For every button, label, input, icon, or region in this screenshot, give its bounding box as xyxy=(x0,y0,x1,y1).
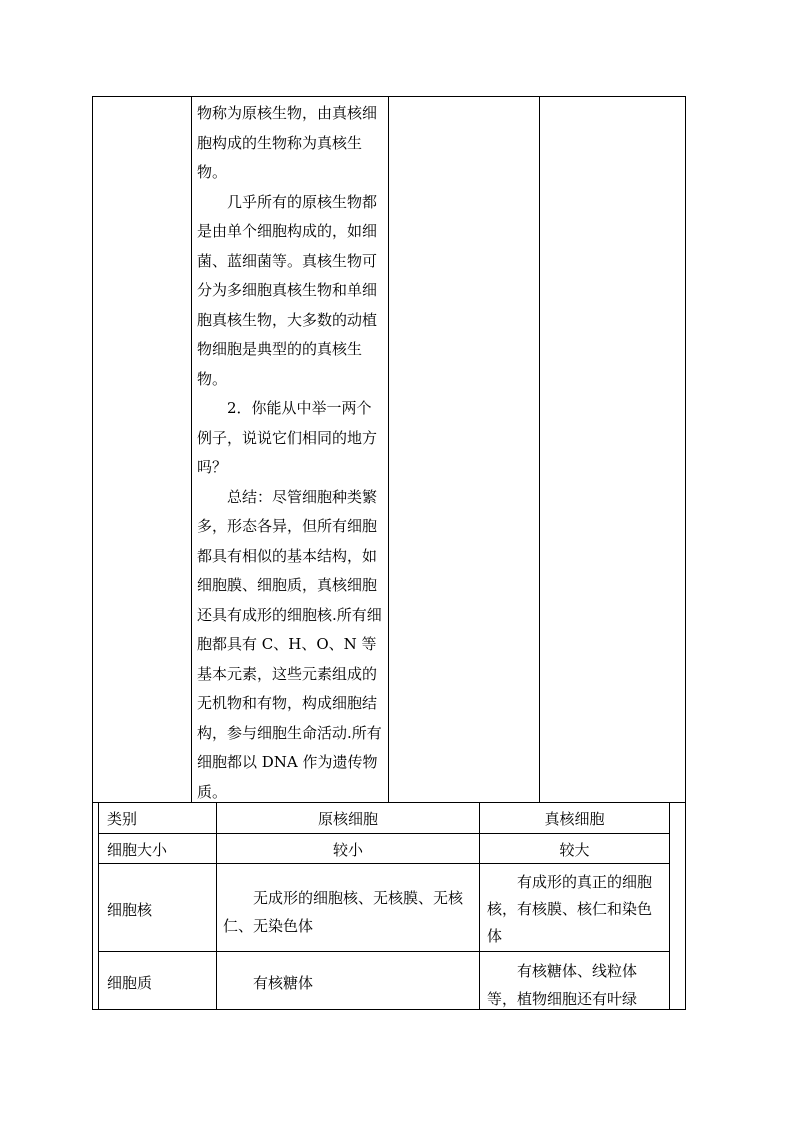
row-cytoplasm-eukaryote: 有核糖体、线粒体等，植物细胞还有叶绿 xyxy=(487,962,638,1008)
compare-table-col-divider-2 xyxy=(479,802,480,1010)
compare-table-outer-right xyxy=(685,802,686,1010)
row-size-prokaryote: 较小 xyxy=(332,841,363,859)
compare-table-outer-left xyxy=(92,802,93,1010)
row-size-eukaryote: 较大 xyxy=(559,841,590,859)
compare-table-header-bottom xyxy=(98,833,669,834)
compare-table-bottom-border xyxy=(92,1009,686,1010)
upper-table-text-cell xyxy=(197,99,383,807)
paragraph-question: 2．你能从中举一两个例子，说说它们相同的地方吗？ xyxy=(197,399,378,476)
row-cytoplasm-prokaryote: 有核糖体 xyxy=(253,974,314,992)
row-nucleus-prokaryote: 无成形的细胞核、无核膜、无核仁、无染色体 xyxy=(223,889,464,935)
row-nucleus-category: 细胞核 xyxy=(107,901,153,919)
header-prokaryote: 原核细胞 xyxy=(317,810,378,828)
header-eukaryote: 真核细胞 xyxy=(544,810,605,828)
compare-table-row1-bottom xyxy=(98,863,669,864)
row-cytoplasm-category: 细胞质 xyxy=(107,974,153,992)
compare-table-col-divider-1 xyxy=(216,802,217,1010)
row-nucleus-eukaryote: 有成形的真正的细胞核，有核膜、核仁和染色体 xyxy=(487,873,653,945)
compare-table-row2-bottom xyxy=(98,951,669,952)
upper-table-col-divider-3 xyxy=(539,96,540,802)
compare-table-inner-left xyxy=(98,802,99,1010)
upper-table-col-divider-1 xyxy=(191,96,192,802)
upper-table-right-border xyxy=(685,96,686,802)
upper-table-col-divider-2 xyxy=(388,96,389,802)
header-category: 类别 xyxy=(107,810,138,828)
compare-table-inner-right xyxy=(669,802,670,1010)
compare-table-top-border xyxy=(92,802,686,803)
row-size-category: 细胞大小 xyxy=(107,841,168,859)
upper-table-left-border xyxy=(92,96,93,802)
paragraph-prokaryote-examples: 几乎所有的原核生物都是由单个细胞构成的，如细菌、蓝细菌等。真核生物可分为多细胞真核生物和单细胞真核生物，大多数的动植物细胞是典型的的真核生物。 xyxy=(197,192,378,388)
paragraph-prokaryote-definition: 物称为原核生物，由真核细胞构成的生物称为真核生物。 xyxy=(197,104,378,181)
upper-table-top-border xyxy=(92,96,686,97)
paragraph-summary: 总结：尽管细胞种类繁多，形态各异，但所有细胞都具有相似的基本结构，如细胞膜、细胞质，真核细胞还具有成形的细胞核.所有细胞都具有 C、H、O、N 等基本元素，这些元素组成的无机物和有物，构成细胞结构，参与细胞生命活动.所有细胞都以 DNA 作为遗传物质。 xyxy=(197,487,382,801)
